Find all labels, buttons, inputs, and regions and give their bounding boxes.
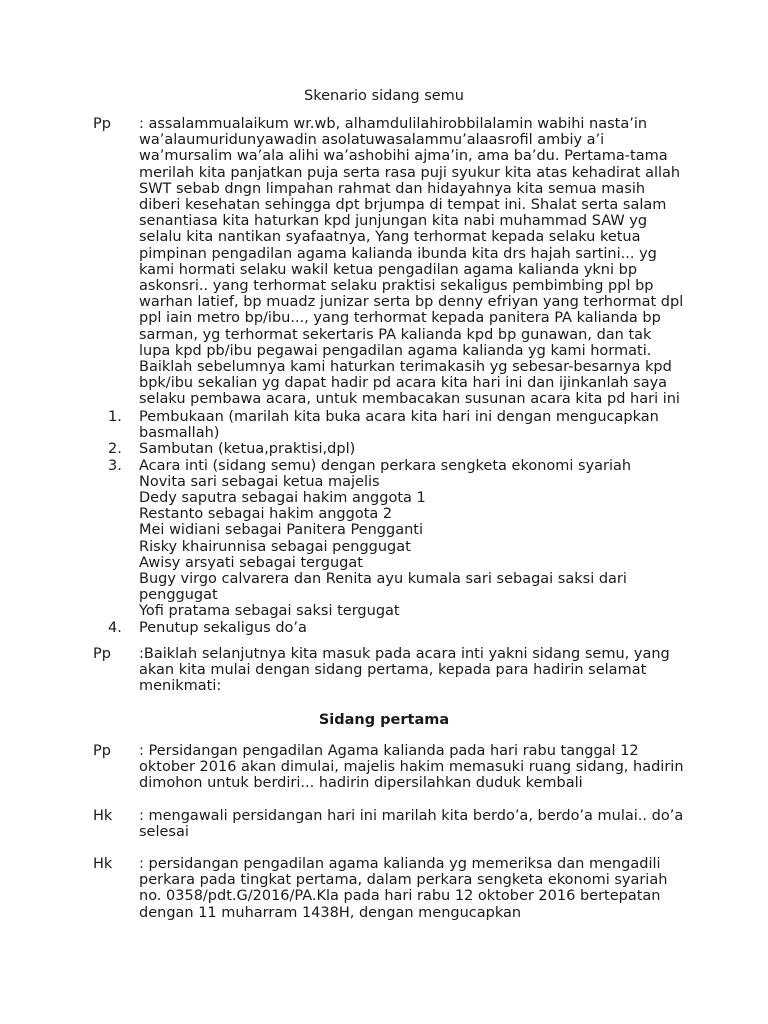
agenda-item	[108, 441, 688, 457]
text-line: senantiasa kita haturkan kpd junjungan kita nabi muhammad SAW yg	[139, 213, 648, 230]
text-line: basmallah)	[139, 425, 220, 442]
agenda-number: 2.	[108, 441, 122, 458]
dialog-text	[139, 856, 688, 921]
speaker-label: Hk	[93, 808, 113, 824]
text-line: pimpinan pengadilan agama kalianda ibunda kita drs hajah sartini... yg	[139, 245, 657, 262]
text-line: Mei widiani sebagai Panitera Pengganti	[139, 522, 423, 539]
text-line: wa’mursalim wa’ala alihi wa’ashobihi ajma’in, ama ba’du. Pertama-tama	[139, 148, 668, 165]
agenda-list	[108, 409, 688, 636]
text-line: Penutup sekaligus do’a	[139, 619, 307, 636]
text-line: Pembukaan (marilah kita buka acara kita hari ini dengan mengucapkan	[139, 409, 659, 425]
text-line: bpk/ibu sekalian yg dapat hadir pd acara kita hari ini dan ijinkanlah saya	[139, 375, 668, 392]
text-line: ppl iain metro bp/ibu..., yang terhormat kepada panitera PA kalianda bp	[139, 310, 661, 327]
agenda-item	[108, 620, 688, 636]
text-line: lupa kpd pb/ibu pegawai pengadilan agama kalianda yg kami hormati.	[139, 342, 652, 359]
text-line: Yofi pratama sebagai saksi tergugat	[139, 603, 400, 620]
text-line: perkara pada tingkat pertama, dalam perkara sengketa ekonomi syariah	[139, 872, 668, 889]
text-line: Dedy saputra sebagai hakim anggota 1	[139, 490, 426, 507]
speaker-label: Hk	[93, 856, 113, 872]
section-heading: Sidang pertama	[318, 712, 450, 728]
transition-paragraph	[93, 646, 688, 695]
text-line: Awisy arsyati sebagai tergugat	[139, 554, 363, 571]
agenda-number: 3.	[108, 457, 122, 474]
text-line: Bugy virgo calvarera dan Renita ayu kumala sari sebagai saksi dari	[139, 571, 627, 588]
text-line: Restanto sebagai hakim anggota 2	[139, 506, 393, 523]
speaker-label: Pp	[93, 116, 111, 132]
dialog-paragraph	[93, 856, 688, 921]
text-line: askonsri.. yang terhormat selaku praktisi sekaligus pembimbing ppl bp	[139, 278, 654, 295]
text-line: dengan 11 muharram 1438H, dengan mengucapkan	[139, 904, 522, 921]
text-line: : assalammualaikum wr.wb, alhamdulilahirobbilalamin wabihi nasta’in	[139, 116, 648, 132]
text-line: wa’alaumuridunyawadin asolatuwasalammu’alaasrofil ambiy a’i	[139, 132, 605, 149]
text-line: selalu kita nantikan syafaatnya, Yang terhormat kepada selaku ketua	[139, 229, 641, 246]
text-line: Baiklah sebelumnya kami haturkan terimakasih yg sebesar-besarnya kpd	[139, 359, 672, 376]
text-line: Acara inti (sidang semu) dengan perkara sengketa ekonomi syariah	[139, 457, 632, 474]
text-line: no. 0358/pdt.G/2016/PA.Kla pada hari rabu 12 oktober 2016 bertepatan	[139, 888, 661, 905]
text-line: : Persidangan pengadilan Agama kalianda pada hari rabu tanggal 12	[139, 743, 639, 759]
intro-text	[139, 116, 688, 408]
text-line: Novita sari sebagai ketua majelis	[139, 473, 380, 490]
dialog-text	[139, 808, 688, 840]
text-line: : persidangan pengadilan agama kalianda yg memeriksa dan mengadili	[139, 856, 661, 872]
speaker-label: Pp	[93, 646, 111, 662]
text-line: akan kita mulai dengan sidang pertama, kepada para hadirin selamat	[139, 662, 647, 679]
text-line: Risky khairunnisa sebagai penggugat	[139, 538, 411, 555]
dialog-paragraph	[93, 808, 688, 840]
text-line: warhan latief, bp muadz junizar serta bp denny efriyan yang terhormat dpl	[139, 294, 684, 311]
text-line: SWT sebab dngn limpahan rahmat dan hidayahnya kita semua masih	[139, 180, 646, 197]
text-line: oktober 2016 akan dimulai, majelis hakim memasuki ruang sidang, hadirin	[139, 759, 684, 776]
dialog-paragraph	[93, 743, 688, 792]
dialog-text	[139, 743, 688, 792]
text-line: selaku pembawa acara, untuk membacakan susunan acara kita pd hari ini	[139, 391, 680, 408]
text-line: :Baiklah selanjutnya kita masuk pada acara inti yakni sidang semu, yang	[139, 646, 670, 662]
agenda-number: 4.	[108, 619, 122, 636]
agenda-number: 1.	[108, 409, 122, 425]
text-line: Sambutan (ketua,praktisi,dpl)	[139, 441, 356, 458]
transition-text	[139, 646, 688, 695]
speaker-label: Pp	[93, 743, 111, 759]
intro-paragraph	[93, 116, 688, 408]
agenda-item	[108, 458, 688, 620]
text-line: : mengawali persidangan hari ini marilah kita berdo’a, berdo’a mulai.. do’a	[139, 808, 684, 824]
text-line: penggugat	[139, 587, 218, 604]
text-line: diberi kesehatan sehingga dpt brjumpa di tempat ini. Shalat serta salam	[139, 197, 667, 214]
agenda-item	[108, 409, 688, 441]
text-line: selesai	[139, 824, 189, 841]
text-line: dimohon untuk berdiri... hadirin dipersilahkan duduk kembali	[139, 775, 583, 792]
text-line: sarman, yg terhormat sekertaris PA kalianda kpd bp gunawan, dan tak	[139, 326, 652, 343]
text-line: kami hormati selaku wakil ketua pengadilan agama kalianda ykni bp	[139, 261, 638, 278]
document-title: Skenario sidang semu	[303, 88, 465, 104]
text-line: merilah kita panjatkan puja serta rasa puji syukur kita atas kehadirat allah	[139, 164, 681, 181]
text-line: menikmati:	[139, 678, 222, 695]
